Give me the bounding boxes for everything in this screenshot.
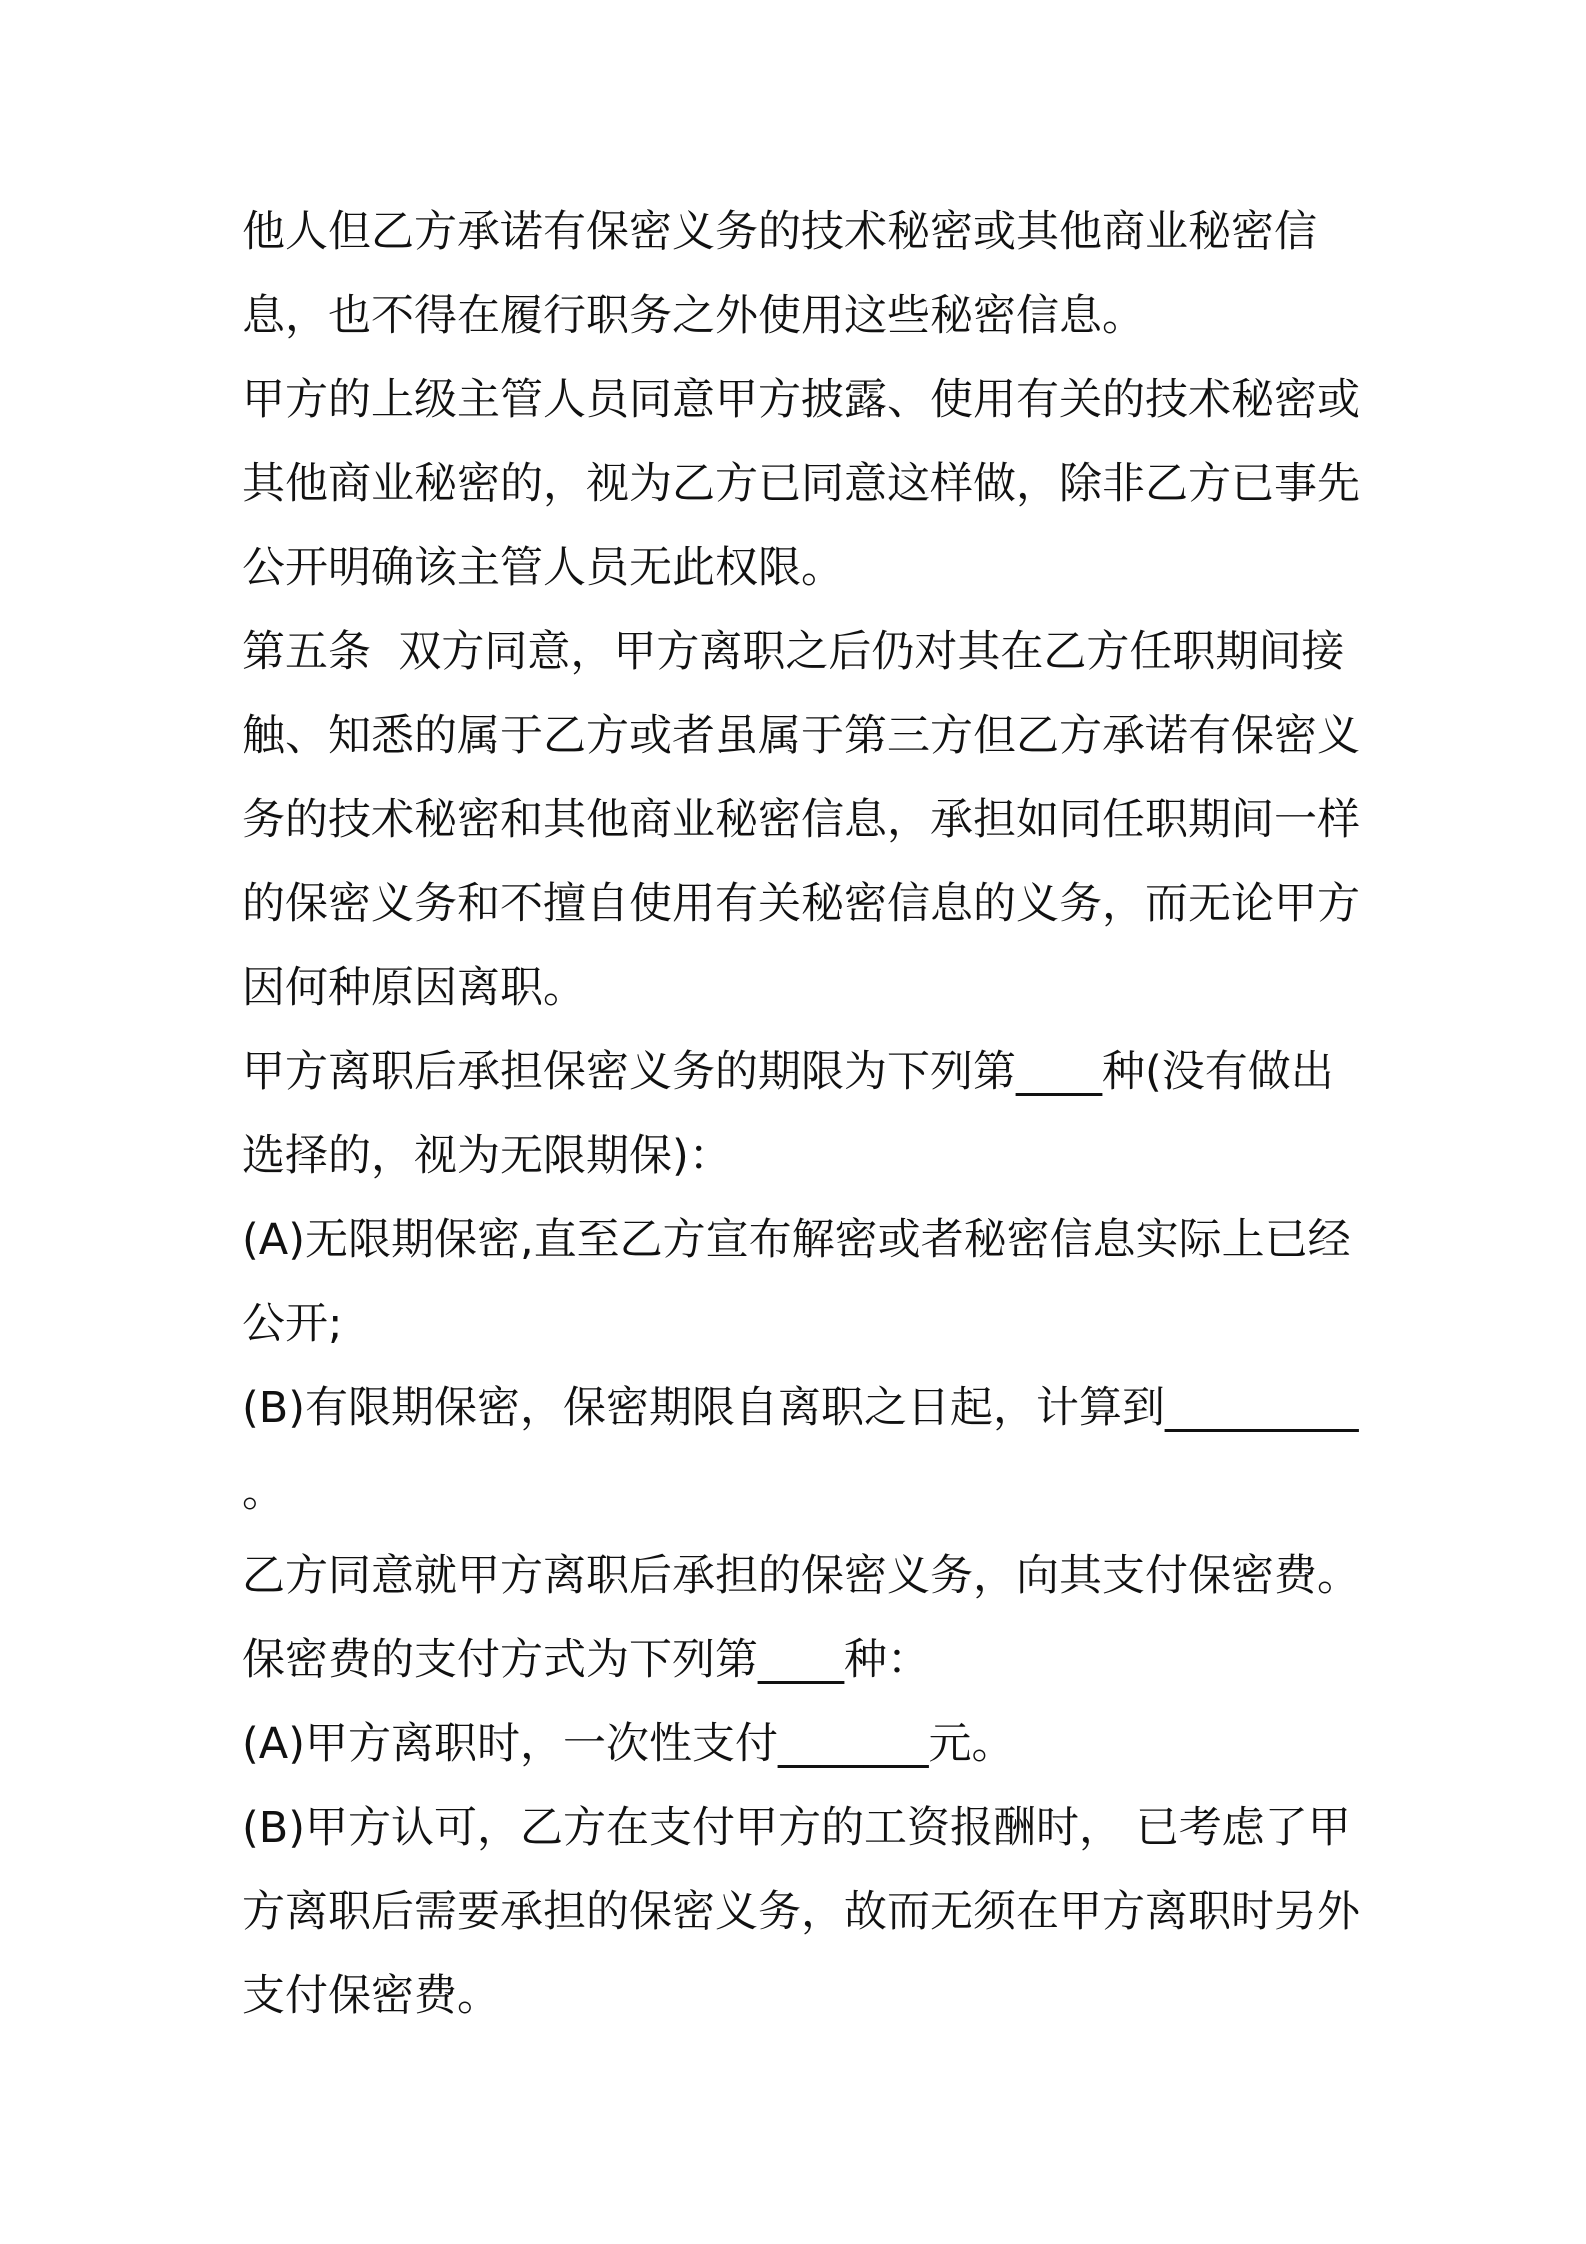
text-line: 公开; (242, 1299, 343, 1349)
text-line: 选择的，视为无限期保)： (242, 1131, 732, 1181)
text-line: 其他商业秘密的，视为乙方已同意这样做，除非乙方已事先 (242, 459, 1360, 509)
text-line: (A)无限期保密,直至乙方宣布解密或者秘密信息实际上已经 (242, 1215, 1351, 1265)
text-line: (B)有限期保密，保密期限自离职之日起，计算到_________ (242, 1383, 1359, 1433)
text-line: 甲方的上级主管人员同意甲方披露、使用有关的技术秘密或 (242, 375, 1360, 425)
text-line: 公开明确该主管人员无此权限。 (242, 543, 844, 593)
text-line: 方离职后需要承担的保密义务，故而无须在甲方离职时另外 (242, 1887, 1360, 1937)
text-line: 第五条 双方同意，甲方离职之后仍对其在乙方任职期间接 (242, 627, 1345, 677)
text-line: 的保密义务和不擅自使用有关秘密信息的义务，而无论甲方 (242, 879, 1360, 929)
document-body (242, 190, 1362, 2038)
text-line: 。 (242, 1467, 285, 1517)
text-line: 甲方离职后承担保密义务的期限为下列第____种(没有做出 (242, 1047, 1334, 1097)
text-line: 触、知悉的属于乙方或者虽属于第三方但乙方承诺有保密义 (242, 711, 1360, 761)
text-line: (A)甲方离职时，一次性支付_______元。 (242, 1719, 1015, 1769)
text-line: 他人但乙方承诺有保密义务的技术秘密或其他商业秘密信 (242, 207, 1317, 257)
text-line: 因何种原因离职。 (242, 963, 586, 1013)
text-line: (B)甲方认可，乙方在支付甲方的工资报酬时， 已考虑了甲 (242, 1803, 1351, 1853)
text-line: 务的技术秘密和其他商业秘密信息，承担如同任职期间一样 (242, 795, 1360, 845)
text-line: 保密费的支付方式为下列第____种： (242, 1635, 930, 1685)
text-line: 乙方同意就甲方离职后承担的保密义务，向其支付保密费。 (242, 1551, 1360, 1601)
text-line: 支付保密费。 (242, 1971, 500, 2021)
text-line: 息，也不得在履行职务之外使用这些秘密信息。 (242, 291, 1145, 341)
